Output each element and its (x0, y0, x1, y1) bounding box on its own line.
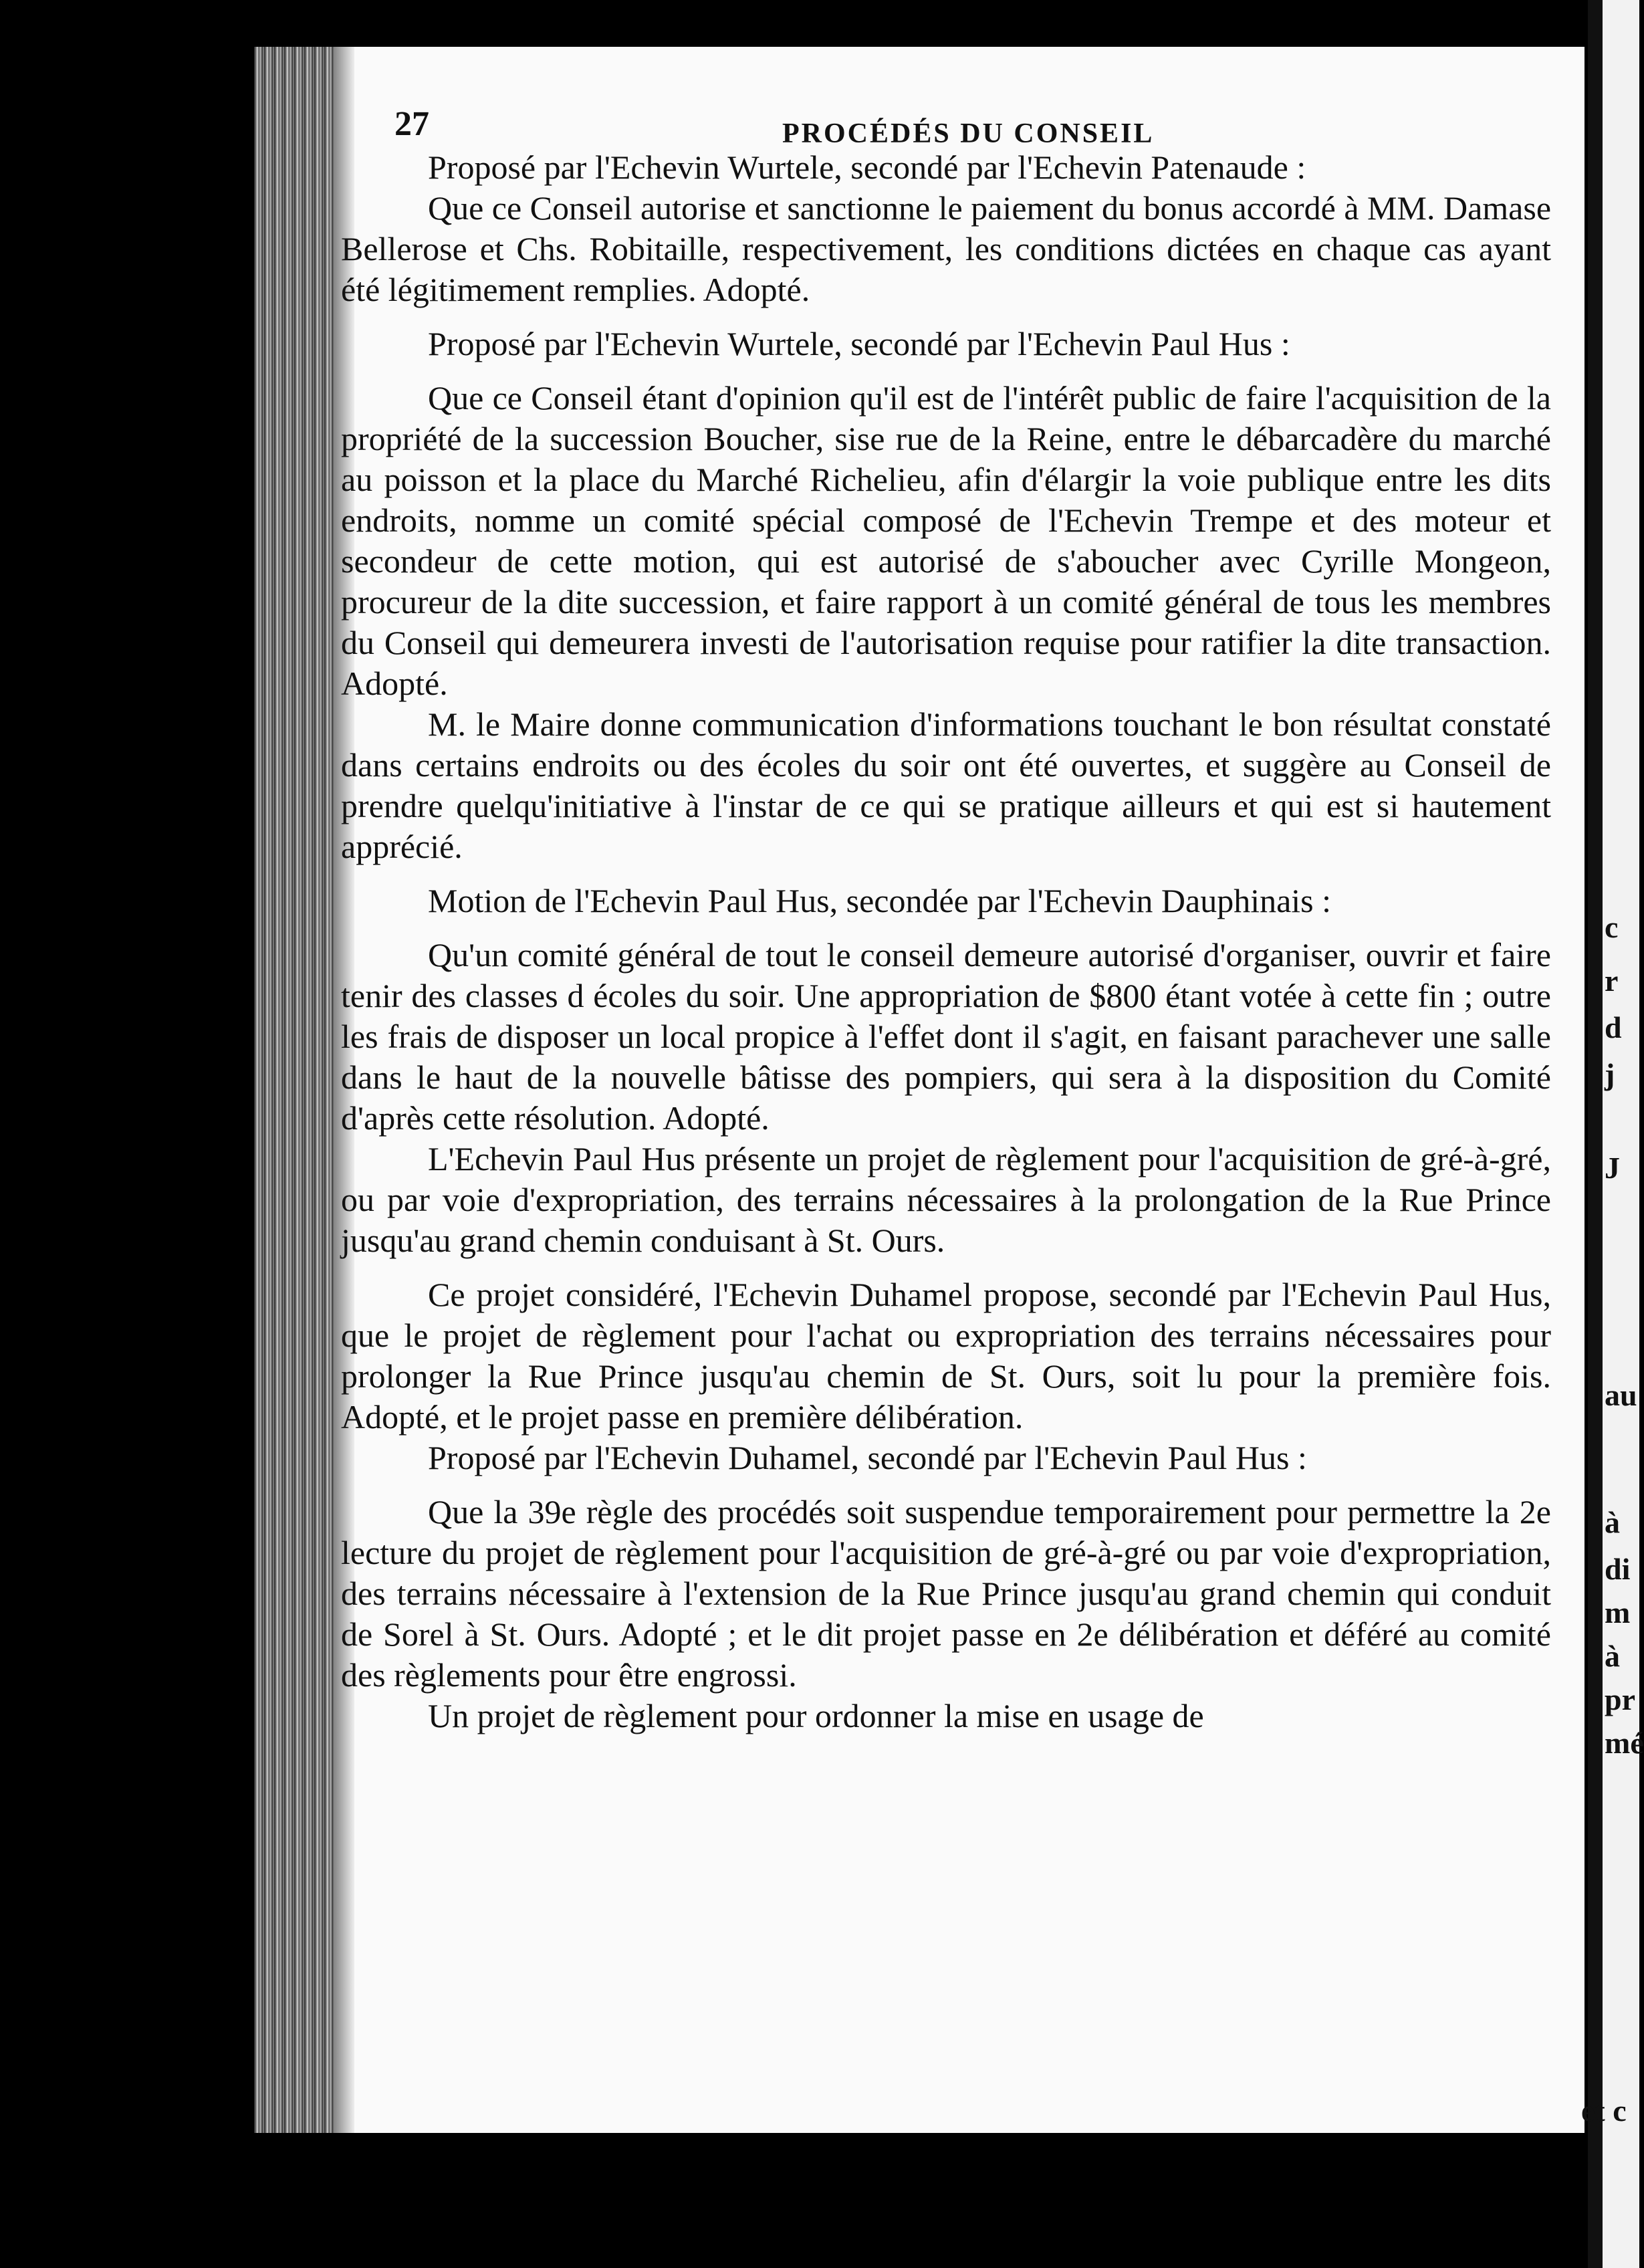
paragraph: L'Echevin Paul Hus présente un projet de règlement pour l'acquisition de gré-à-gré, ou par voie d'expropriation, des terrains nécessaires à la prolongation de la Rue Prince jusqu'au grand chemin conduisant à St. Ours. (341, 1140, 1551, 1259)
paragraph: M. le Maire donne communication d'informations touchant le bon résultat constaté dans certains endroits ou des écoles du soir ont été ouvertes, et suggère au Conseil de prendre quelqu'initiative à l'instar de ce qui se pratique ailleurs et qui est si hautement apprécié. (341, 705, 1551, 865)
adjacent-page-fragment: J (1605, 1151, 1620, 1185)
adjacent-page-fragment: c (1605, 910, 1619, 944)
paragraph: Qu'un comité général de tout le conseil demeure autorisé d'organiser, ouvrir et faire tenir des classes d écoles du soir. Une appropriation de $800 étant votée à cette fin ; outre les frais de disposer un local propice à l'effet dont il s'agit, en faisant parachever une salle dans le haut de la nouvelle bâtisse des pompiers, qui sera à la disposition du Comité d'après cette résolution. Adopté. (341, 936, 1551, 1137)
adjacent-page-fragment: au (1605, 1378, 1637, 1412)
page-text (341, 87, 1551, 1736)
adjacent-page-fragment: r (1605, 963, 1619, 998)
paragraph: Que la 39e règle des procédés soit suspendue temporairement pour permettre la 2e lecture du projet de règlement pour l'acquisition de gré-à-gré ou par voie d'expropriation, des terrains nécessaire à l'extension de la Rue Prince jusqu'au grand chemin qui conduit de Sorel à St. Ours. Adopté ; et le dit projet passe en 2e délibération et déféré au comité des règlements pour être engrossi. (341, 1493, 1551, 1694)
paragraph: Que ce Conseil autorise et sanctionne le paiement du bonus accordé à MM. Damase Bellerose et Chs. Robitaille, respectivement, les conditions dictées en chaque cas ayant été légitimement remplies. Adopté. (341, 189, 1552, 308)
paragraph: Proposé par l'Echevin Wurtele, secondé par l'Echevin Paul Hus : (428, 325, 1290, 362)
adjacent-page-fragment: d (1605, 1010, 1622, 1044)
paragraph: Proposé par l'Echevin Duhamel, secondé par l'Echevin Paul Hus : (428, 1439, 1307, 1476)
paragraph: Ce projet considéré, l'Echevin Duhamel propose, secondé par l'Echevin Paul Hus, que le projet de règlement pour l'achat ou expropriation des terrains nécessaires pour prolonger la Rue Prince jusqu'au chemin de St. Ours, soit lu pour la première fois. Adopté, et le projet passe en première délibération. (341, 1276, 1551, 1436)
paragraph: Que ce Conseil étant d'opinion qu'il est de l'intérêt public de faire l'acquisition de la propriété de la succession Boucher, sise rue de la Reine, entre le débarcadère du marché au poisson et la place du Marché Richelieu, afin d'élargir la voie publique entre les dits endroits, nomme un comité spécial composé de l'Echevin Trempe et des moteur et secondeur de cette motion, qui est autorisé de s'aboucher avec Cyrille Mongeon, procureur de la dite succession, et faire rapport à un comité général de tous les membres du Conseil qui demeurera investi de l'autorisation requise pour ratifier la dite transaction. Adopté. (341, 379, 1551, 702)
book-fold (1588, 0, 1603, 2268)
page-edge-stack (254, 47, 334, 2133)
page-header (341, 87, 1551, 147)
adjacent-page-fragment: mé (1605, 1726, 1644, 1760)
paragraph: Un projet de règlement pour ordonner la mise en usage de (428, 1697, 1204, 1734)
adjacent-page-fragment: à (1605, 1639, 1620, 1673)
adjacent-page-fragment: m (1605, 1595, 1631, 1629)
running-head: PROCÉDÉS DU CONSEIL (782, 118, 1155, 149)
adjacent-page-fragment: j (1605, 1057, 1615, 1091)
paragraph: Proposé par l'Echevin Wurtele, secondé par l'Echevin Patenaude : (428, 148, 1306, 186)
adjacent-page-edge (1603, 0, 1639, 2268)
adjacent-page-fragment: di (1605, 1552, 1631, 1586)
adjacent-page-fragment: et c (1581, 2093, 1627, 2128)
adjacent-page-fragment: à (1605, 1505, 1620, 1539)
page-number: 27 (394, 105, 429, 143)
adjacent-page-fragment: pr (1605, 1682, 1635, 1716)
paragraph: Motion de l'Echevin Paul Hus, secondée par l'Echevin Dauphinais : (428, 882, 1332, 919)
